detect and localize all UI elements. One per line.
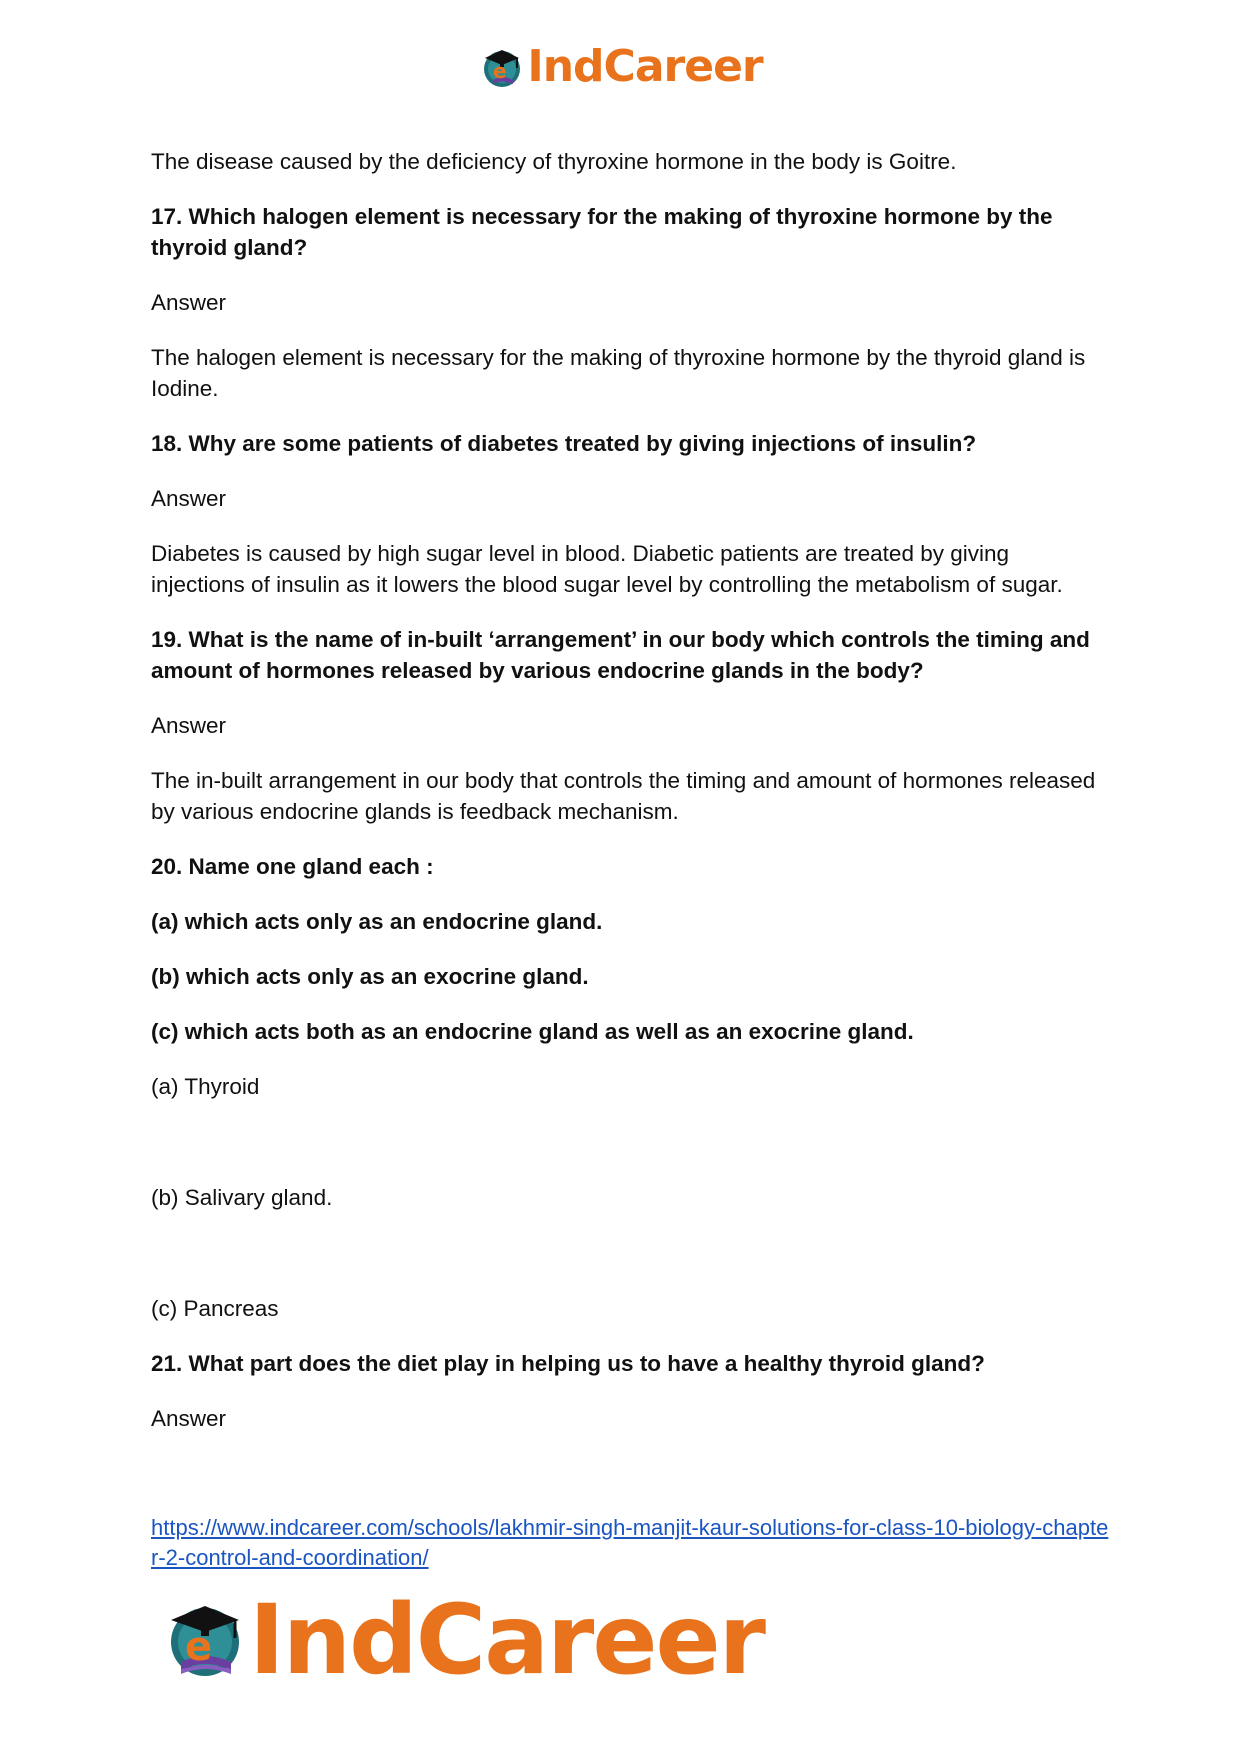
answer-label-18: Answer [151, 486, 227, 511]
question-21: 21. What part does the diet play in helping us to have a healthy thyroid gland? [151, 1351, 985, 1376]
footer-logo-text: IndCareer [249, 1584, 764, 1696]
svg-text:e: e [493, 59, 507, 83]
answer-20c: (c) Pancreas [151, 1296, 279, 1321]
answer-19-text: The in-built arrangement in our body that controls the timing and amount of hormones released by various endocrine glands is feedback mechanism. [151, 768, 1096, 824]
answer-label-21: Answer [151, 1406, 227, 1431]
question-20a: (a) which acts only as an endocrine gland. [151, 909, 603, 934]
question-20b: (b) which acts only as an exocrine gland. [151, 964, 589, 989]
question-19: 19. What is the name of in-built ‘arrangement’ in our body which controls the timing and amount of hormones released by various endocrine glands in the body? [151, 627, 1090, 683]
header-logo-text: IndCareer [527, 41, 763, 92]
source-link[interactable]: https://www.indcareer.com/schools/lakhmir-singh-manjit-kaur-solutions-for-class-10-biology-chapter-2-control-and-coordination/ [151, 1515, 1109, 1570]
answer-17-text: The halogen element is necessary for the making of thyroxine hormone by the thyroid gland is Iodine. [151, 345, 1086, 401]
question-18: 18. Why are some patients of diabetes treated by giving injections of insulin? [151, 431, 977, 456]
answer-20a: (a) Thyroid [151, 1074, 260, 1099]
question-20: 20. Name one gland each : [151, 854, 434, 879]
graduation-cap-globe-icon [479, 44, 525, 90]
footer-logo [163, 1584, 764, 1696]
answer-20b: (b) Salivary gland. [151, 1185, 333, 1210]
header-logo [0, 42, 1242, 92]
answer-label-19: Answer [151, 713, 227, 738]
answer-18-text: Diabetes is caused by high sugar level in blood. Diabetic patients are treated by giving injections of insulin as it lowers the blood sugar level by controlling the metabolism of sugar. [151, 541, 1063, 597]
document-body [151, 146, 1101, 1434]
question-20c: (c) which acts both as an endocrine gland as well as an exocrine gland. [151, 1019, 914, 1044]
question-17: 17. Which halogen element is necessary for the making of thyroxine hormone by the thyroid gland? [151, 204, 1053, 260]
graduation-cap-book-icon [163, 1598, 247, 1682]
answer-label-17: Answer [151, 290, 227, 315]
answer-16-text: The disease caused by the deficiency of thyroxine hormone in the body is Goitre. [151, 149, 957, 174]
svg-text:e: e [185, 1624, 213, 1670]
